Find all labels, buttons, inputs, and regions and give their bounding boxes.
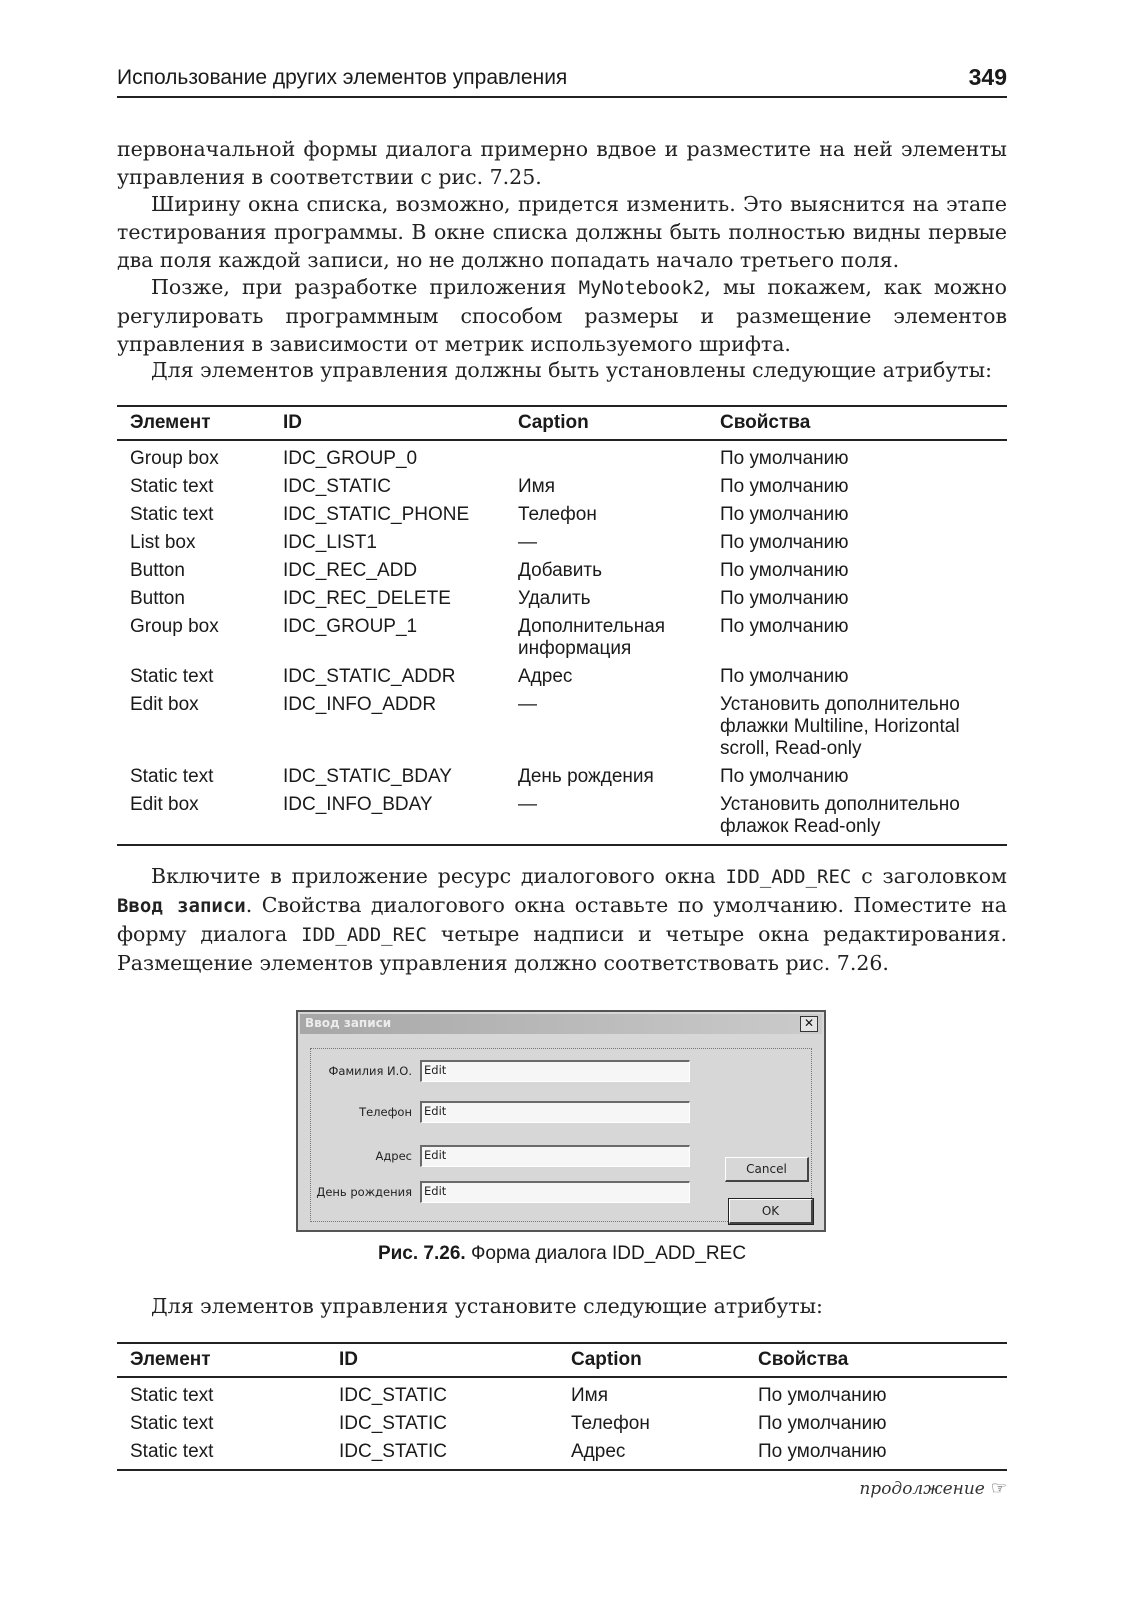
attributes-table-1 xyxy=(117,405,1007,846)
cancel-button[interactable]: Cancel xyxy=(725,1157,809,1182)
table-cell: Телефон xyxy=(518,504,597,525)
table-row xyxy=(117,791,1007,845)
table-cell: По умолчанию xyxy=(758,1413,887,1434)
table-cell: — xyxy=(518,694,537,715)
table-cell: IDC_INFO_ADDR xyxy=(283,694,437,715)
label-phone: Телефон xyxy=(359,1105,412,1119)
table-cell: Установить дополнительно флажок Read-only xyxy=(720,794,960,837)
table-cell: IDC_LIST1 xyxy=(283,532,377,553)
running-header xyxy=(117,62,1007,98)
inline-code: IDD_ADD_REC xyxy=(301,924,427,946)
table-cell: IDC_STATIC_PHONE xyxy=(283,504,470,525)
full-name-field[interactable]: Edit xyxy=(420,1060,690,1082)
table-cell: По умолчанию xyxy=(758,1441,887,1462)
pointing-hand-icon: ☞ xyxy=(990,1478,1007,1499)
table-cell: Edit box xyxy=(130,794,199,815)
inline-code: IDD_ADD_REC xyxy=(725,866,852,888)
table-cell: Button xyxy=(130,560,185,581)
table-cell: Установить дополнительно флажки Multiline, Horizontal scroll, Read-only xyxy=(720,694,960,759)
phone-field[interactable]: Edit xyxy=(420,1101,690,1123)
table-cell: Static text xyxy=(130,666,214,687)
table-cell: По умолчанию xyxy=(720,504,849,525)
column-header: Свойства xyxy=(745,1343,1007,1377)
table-cell: IDC_STATIC xyxy=(339,1385,448,1406)
dialog-titlebar[interactable] xyxy=(300,1014,822,1034)
table-cell: По умолчанию xyxy=(720,532,849,553)
column-header: Элемент xyxy=(117,406,270,440)
chapter-title: Использование других элементов управления xyxy=(117,66,568,89)
label-full-name: Фамилия И.О. xyxy=(328,1064,412,1078)
table-row xyxy=(117,529,1007,557)
column-header: Caption xyxy=(505,406,707,440)
table-cell: По умолчанию xyxy=(720,766,849,787)
table-cell: IDC_STATIC xyxy=(283,476,392,497)
column-header: ID xyxy=(270,406,505,440)
dialog-title: Ввод записи xyxy=(305,1016,392,1030)
table-cell: Static text xyxy=(130,1413,214,1434)
continued-marker: продолжение ☞ xyxy=(859,1478,1007,1499)
paragraph-1: первоначальной формы диалога примерно вдвое и разместите на ней элементы управления в соответствии с рис. 7.25. xyxy=(117,137,1007,189)
table-row xyxy=(117,691,1007,763)
paragraph-3: Позже, при разработке приложения MyNotebook2, мы покажем, как можно регулировать программным способом размеры и размещение элементов управления в зависимости от метрик используемого шрифта. xyxy=(117,275,1007,356)
table-row xyxy=(117,473,1007,501)
table-cell: IDC_STATIC_ADDR xyxy=(283,666,456,687)
table-cell: По умолчанию xyxy=(720,616,849,637)
table-cell: IDC_STATIC_BDAY xyxy=(283,766,452,787)
address-field[interactable]: Edit xyxy=(420,1145,690,1167)
table-cell: По умолчанию xyxy=(720,666,849,687)
table-cell: Button xyxy=(130,588,185,609)
table-cell: По умолчанию xyxy=(720,448,849,469)
table-cell: Static text xyxy=(130,476,214,497)
table-cell: IDC_STATIC xyxy=(339,1441,448,1462)
table-cell: Дополнительная информация xyxy=(518,616,666,659)
table-cell: — xyxy=(518,532,537,553)
table-cell: Group box xyxy=(130,448,219,469)
table-cell: По умолчанию xyxy=(720,560,849,581)
table-cell: IDC_REC_DELETE xyxy=(283,588,451,609)
table-row xyxy=(117,613,1007,663)
table-cell: — xyxy=(518,794,537,815)
table-row xyxy=(117,1438,1007,1470)
table-cell: IDC_STATIC xyxy=(339,1413,448,1434)
table-cell: По умолчанию xyxy=(758,1385,887,1406)
table-cell: IDC_REC_ADD xyxy=(283,560,418,581)
table-row xyxy=(117,663,1007,691)
table-cell: IDC_INFO_BDAY xyxy=(283,794,433,815)
table-row xyxy=(117,440,1007,473)
inline-code: MyNotebook2 xyxy=(578,277,705,299)
table-row xyxy=(117,557,1007,585)
close-icon[interactable]: ✕ xyxy=(800,1016,818,1032)
attributes-table-2 xyxy=(117,1342,1007,1471)
table-cell: По умолчанию xyxy=(720,476,849,497)
column-header: Свойства xyxy=(707,406,1007,440)
ok-button[interactable]: OK xyxy=(729,1199,813,1224)
page-number: 349 xyxy=(968,64,1007,90)
table-header-row xyxy=(117,1343,1007,1377)
inline-code: Ввод записи xyxy=(117,895,246,917)
table-cell: Имя xyxy=(571,1385,609,1406)
table-cell: List box xyxy=(130,532,196,553)
paragraph-4: Для элементов управления должны быть установлены следующие атрибуты: xyxy=(151,358,992,382)
figure-number: Рис. 7.26. xyxy=(377,1243,466,1264)
dialog-window xyxy=(296,1010,826,1232)
table-cell: Static text xyxy=(130,1385,214,1406)
table-row xyxy=(117,1377,1007,1410)
column-header: ID xyxy=(326,1343,558,1377)
paragraph-2: Ширину окна списка, возможно, придется изменить. Это выяснится на этапе тестирования программы. В окне списка должны быть полностью видны первые два поля каждой записи, но не должно попадать начало третьего поля. xyxy=(117,192,1007,272)
table-cell xyxy=(505,440,707,473)
table-cell: Static text xyxy=(130,1441,214,1462)
table-cell: Static text xyxy=(130,766,214,787)
table-cell: IDC_GROUP_1 xyxy=(283,616,418,637)
table-row xyxy=(117,585,1007,613)
column-header: Элемент xyxy=(117,1343,326,1377)
table-cell: IDC_GROUP_0 xyxy=(283,448,418,469)
table-cell: Static text xyxy=(130,504,214,525)
table-row xyxy=(117,763,1007,791)
label-birthday: День рождения xyxy=(316,1185,412,1199)
table-cell: По умолчанию xyxy=(720,588,849,609)
figure-caption xyxy=(117,1243,1007,1265)
table-cell: Добавить xyxy=(518,560,602,581)
table-cell: Адрес xyxy=(571,1441,626,1462)
column-header: Caption xyxy=(558,1343,745,1377)
paragraph-5: Включите в приложение ресурс диалогового окна IDD_ADD_REC с заголовком Ввод записи. Свойства диалогового окна оставьте по умолчанию. Поместите на форму диалога IDD_ADD_REC четыре надписи и четыре окна редактирования. Размещение элементов управления должно соответствовать рис. 7.26. xyxy=(117,864,1007,975)
table-cell: Edit box xyxy=(130,694,199,715)
table-cell: Удалить xyxy=(518,588,591,609)
table-cell: День рождения xyxy=(518,766,654,787)
table-cell: Имя xyxy=(518,476,556,497)
table-cell: Телефон xyxy=(571,1413,650,1434)
table-cell: Group box xyxy=(130,616,219,637)
birthday-field[interactable]: Edit xyxy=(420,1181,690,1203)
label-address: Адрес xyxy=(375,1149,412,1163)
table-cell: Адрес xyxy=(518,666,573,687)
table-row xyxy=(117,1410,1007,1438)
table-header-row xyxy=(117,406,1007,440)
table-row xyxy=(117,501,1007,529)
paragraph-6: Для элементов управления установите следующие атрибуты: xyxy=(151,1294,823,1318)
figure-caption-text: Форма диалога IDD_ADD_REC xyxy=(465,1243,747,1264)
